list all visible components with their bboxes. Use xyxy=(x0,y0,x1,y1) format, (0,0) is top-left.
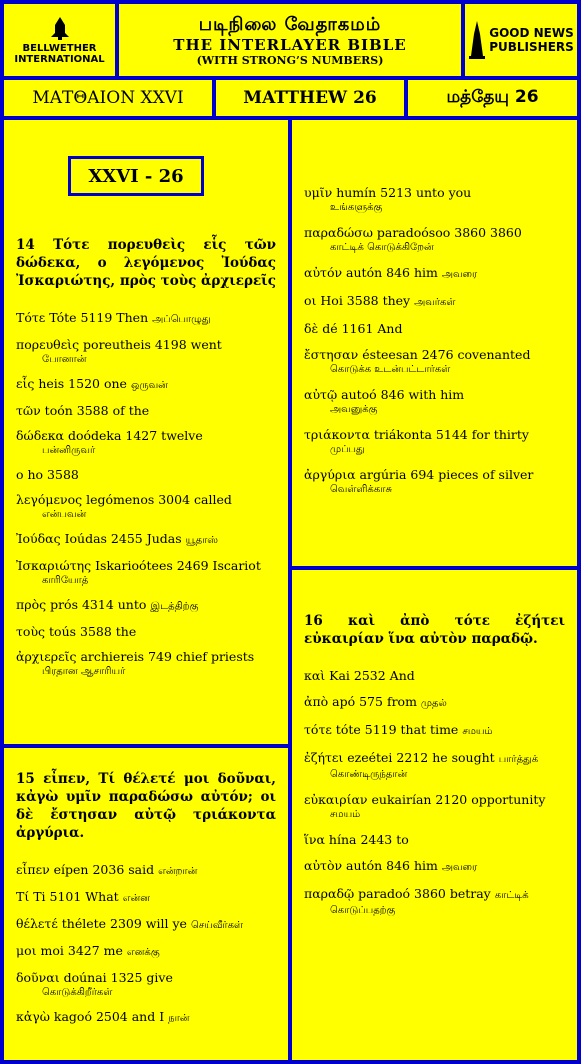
tamil-gloss: பன்னிருவர் xyxy=(42,445,96,456)
bell-icon xyxy=(49,15,71,41)
good-news-logo xyxy=(465,4,577,76)
word-entry xyxy=(16,310,276,328)
word-entry xyxy=(304,858,565,876)
word-gloss: παραδῷ paradoó 3860 betray xyxy=(304,886,491,901)
word-gloss: μοι moi 3427 me xyxy=(16,943,123,958)
tamil-gloss-continued: கொண்டிருந்தான் xyxy=(330,769,408,780)
verse14-column xyxy=(4,236,288,688)
tamil-gloss: பார்த்துக் xyxy=(498,754,539,765)
tamil-gloss: என்பவன் xyxy=(42,509,87,520)
word-entry xyxy=(304,467,565,497)
tamil-gloss: அப்பொழுது xyxy=(152,314,211,325)
tamil-gloss: சமயம் xyxy=(462,726,493,737)
word-entry xyxy=(304,387,565,417)
tamil-gloss: உங்களுக்கு xyxy=(330,202,383,213)
tamil-gloss: முதல் xyxy=(420,698,447,709)
word-gloss: κἀγὼ kagoó 2504 and I xyxy=(16,1009,165,1024)
word-entry xyxy=(16,531,276,549)
word-gloss: υμῖν humín 5213 unto you xyxy=(304,185,472,200)
tamil-gloss: சமயம் xyxy=(330,809,361,820)
word-gloss: Ἰούδας Ioúdas 2455 Judas xyxy=(16,531,182,546)
word-entry xyxy=(16,916,276,934)
tamil-gloss: கொடுக்க உடன்பட்டார்கள் xyxy=(330,364,451,375)
verse-text: 14 Τότε πορευθεὶς εἷς τῶν δώδεκα, ο λεγόμενος Ἰούδας Ἰσκαριώτης, πρὸς τοὺς ἀρχιερεῖς xyxy=(16,237,276,289)
word-entry xyxy=(304,722,565,740)
bellwether-logo xyxy=(4,4,115,76)
word-entry xyxy=(16,467,276,483)
word-gloss: εἶπεν eípen 2036 said xyxy=(16,862,155,877)
word-gloss: αὐτόν autón 846 him xyxy=(304,265,438,280)
word-entry xyxy=(304,886,565,918)
book-english xyxy=(216,80,404,116)
tamil-gloss-continued: கொடுப்பதற்கு xyxy=(330,905,396,916)
word-gloss: παραδώσω paradoósoo 3860 3860 xyxy=(304,225,522,240)
word-gloss: θέλετέ thélete 2309 will ye xyxy=(16,916,187,931)
book-greek xyxy=(4,80,212,116)
word-gloss: Τότε Tóte 5119 Then xyxy=(16,310,149,325)
word-entry xyxy=(304,185,565,215)
word-entry xyxy=(16,376,276,394)
word-entry xyxy=(304,792,565,822)
tamil-gloss: காரியோத் xyxy=(42,575,89,586)
word-gloss: ἵνα hína 2443 to xyxy=(304,832,409,847)
word-entry xyxy=(16,1009,276,1027)
tamil-gloss: காட்டிக் xyxy=(494,890,529,901)
word-gloss: ἀρχιερεῖς archiereis 749 chief priests xyxy=(16,649,255,664)
tamil-gloss: நான் xyxy=(168,1013,190,1024)
word-entry xyxy=(16,970,276,1000)
title-block xyxy=(119,4,461,76)
tamil-gloss: செய்வீர்கள் xyxy=(190,920,244,931)
word-entry xyxy=(16,624,276,640)
tamil-gloss: காட்டிக் கொடுக்கிறேன் xyxy=(330,242,434,253)
word-entry xyxy=(16,862,276,880)
word-entry xyxy=(16,943,276,961)
chapter-box xyxy=(68,156,204,196)
word-entry xyxy=(304,293,565,311)
word-gloss: Τί Ti 5101 What xyxy=(16,889,119,904)
verse-text: 15 εἶπεν, Τί θέλετέ μοι δοῦναι, κἀγὼ υμῖν παραδώσω αὐτόν; οι δὲ ἔστησαν αὐτῷ τριάκοντα ἀργύρια. xyxy=(16,771,276,841)
book-english-label: MATTHEW 26 xyxy=(243,88,377,108)
tamil-gloss: அவரை xyxy=(441,269,478,280)
left-logo-line2: INTERNATIONAL xyxy=(14,54,105,65)
word-gloss: λεγόμενος legómenos 3004 called xyxy=(16,492,232,507)
right-logo-line2: PUBLISHERS xyxy=(489,40,574,54)
word-gloss: ἀπὸ apó 575 from xyxy=(304,694,417,709)
word-entry xyxy=(304,668,565,684)
word-gloss: τῶν toón 3588 of the xyxy=(16,403,150,418)
word-gloss: εὐκαιρίαν eukairían 2120 opportunity xyxy=(304,792,546,807)
right-logo-line1: GOOD NEWS xyxy=(489,26,574,40)
tamil-gloss: என்ன xyxy=(122,893,150,904)
tamil-gloss: அவரை xyxy=(441,862,478,873)
tamil-gloss: பிரதான ஆசாரியர் xyxy=(42,666,126,677)
word-gloss: καὶ Kai 2532 And xyxy=(304,668,415,683)
tamil-gloss: போனான் xyxy=(42,354,87,365)
word-entry xyxy=(304,694,565,712)
word-entry xyxy=(16,597,276,615)
verse15-column xyxy=(4,770,288,1036)
right-top-column xyxy=(292,185,577,507)
word-entry xyxy=(304,750,565,782)
word-entry xyxy=(304,427,565,457)
word-gloss: ἐζήτει ezeétei 2212 he sought xyxy=(304,750,495,765)
left-logo-line1: BELLWETHER xyxy=(22,43,97,54)
word-entry xyxy=(304,225,565,255)
word-entry xyxy=(16,428,276,458)
book-tamil-label: மத்தேயு 26 xyxy=(446,87,539,107)
word-gloss: αὐτὸν autón 846 him xyxy=(304,858,438,873)
word-entry xyxy=(16,558,276,588)
chapter-box-label: XXVI - 26 xyxy=(88,165,184,187)
tower-icon xyxy=(468,20,486,60)
word-entry xyxy=(16,403,276,419)
word-gloss: Ἰσκαριώτης Iskarioótees 2469 Iscariot xyxy=(16,558,261,573)
word-gloss: ἔστησαν ésteesan 2476 covenanted xyxy=(304,347,531,362)
word-entry xyxy=(304,321,565,337)
word-gloss: τριάκοντα triákonta 5144 for thirty xyxy=(304,427,529,442)
word-gloss: πορευθεὶς poreutheis 4198 went xyxy=(16,337,222,352)
tamil-gloss: முப்பது xyxy=(330,444,365,455)
word-entry xyxy=(304,832,565,848)
title-english: THE INTERLAYER BIBLE xyxy=(173,35,407,54)
tamil-gloss: அவனுக்கு xyxy=(330,404,378,415)
tamil-gloss: யூதாஸ் xyxy=(185,535,219,546)
word-gloss: τοὺς toús 3588 the xyxy=(16,624,137,639)
word-gloss: ο ho 3588 xyxy=(16,467,79,482)
tamil-gloss: கொடுக்கிறீர்கள் xyxy=(42,987,113,998)
word-gloss: πρὸς prós 4314 unto xyxy=(16,597,147,612)
word-entry xyxy=(16,337,276,367)
word-entry xyxy=(16,889,276,907)
word-gloss: οι Hoi 3588 they xyxy=(304,293,411,308)
word-entry xyxy=(16,492,276,522)
title-tamil: படிநிலை வேதாகமம் xyxy=(198,13,382,35)
word-gloss: δοῦναι doúnai 1325 give xyxy=(16,970,173,985)
word-gloss: δώδεκα doódeka 1427 twelve xyxy=(16,428,203,443)
book-greek-label: ΜΑΤΘΑΙΟΝ XXVI xyxy=(32,88,184,108)
tamil-gloss: ஒருவன் xyxy=(130,380,168,391)
word-entry xyxy=(16,649,276,679)
word-gloss: δὲ dé 1161 And xyxy=(304,321,403,336)
word-entry xyxy=(304,347,565,377)
tamil-gloss: என்றான் xyxy=(158,866,198,877)
tamil-gloss: இடத்திற்கு xyxy=(150,601,199,612)
tamil-gloss: எனக்கு xyxy=(126,947,160,958)
tamil-gloss: அவர்கள் xyxy=(414,297,456,308)
book-tamil xyxy=(408,80,577,116)
verse16-column xyxy=(292,612,577,928)
word-gloss: εἷς heis 1520 one xyxy=(16,376,127,391)
word-entry xyxy=(304,265,565,283)
verse-text: 16 καὶ ἀπὸ τότε ἐζήτει εὐκαιρίαν ἵνα αὐτὸν παραδῷ. xyxy=(304,613,565,647)
word-gloss: τότε tóte 5119 that time xyxy=(304,722,459,737)
word-gloss: αὐτῷ autoó 846 with him xyxy=(304,387,465,402)
title-subtitle: (WITH STRONG’S NUMBERS) xyxy=(196,53,384,67)
word-gloss: ἀργύρια argúria 694 pieces of silver xyxy=(304,467,534,482)
tamil-gloss: வெள்ளிக்காசு xyxy=(330,484,392,495)
